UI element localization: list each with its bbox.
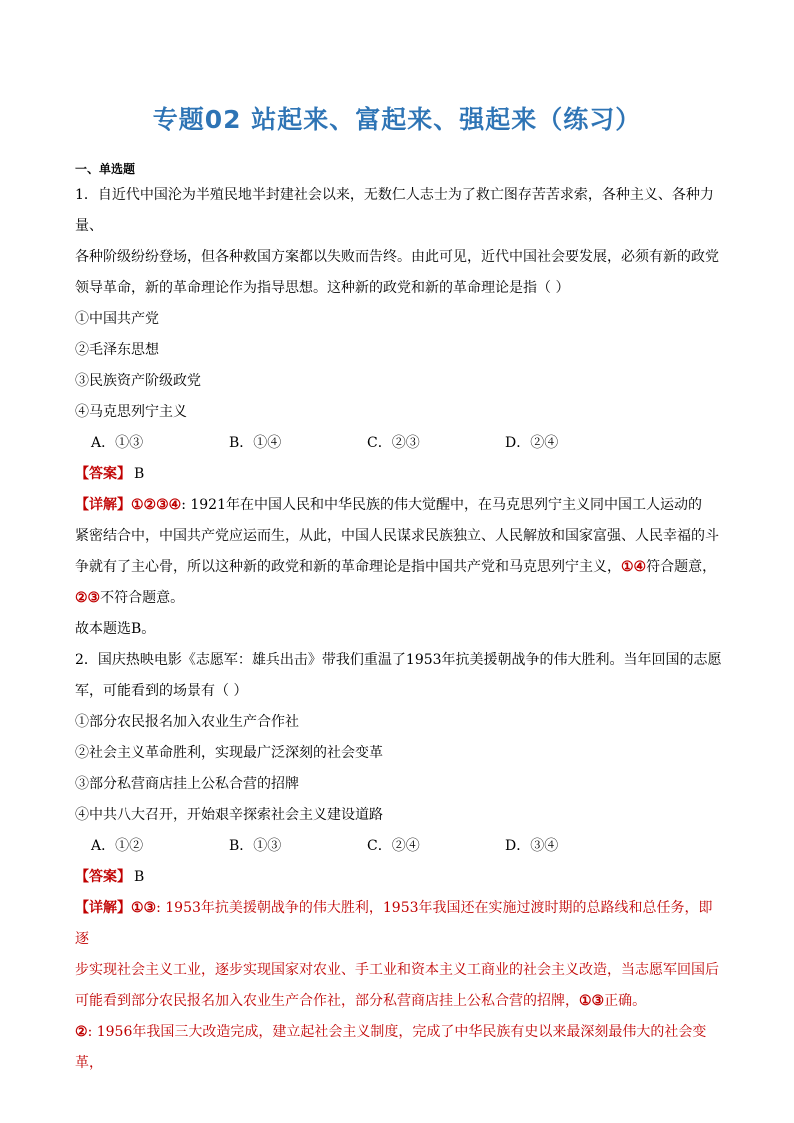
q2-option-b: B．①③ — [229, 838, 282, 854]
q2-item: ①部分农民报名加入农业生产合作社 — [75, 714, 299, 730]
q2-item: ④中共八大召开，开始艰辛探索社会主义建设道路 — [75, 807, 383, 823]
detail-nums: ①④ — [621, 559, 647, 575]
q1-item: ①中国共产党 — [75, 311, 159, 327]
detail-label: 【详解】 — [75, 900, 131, 916]
detail-text: : 1953年抗美援朝战争的伟大胜利，1953年我国还在实施过渡时期的总路线和总任务，即逐 — [75, 900, 713, 947]
q1-option-a: A．①③ — [91, 435, 144, 451]
q1-detail-line — [75, 490, 725, 521]
detail-text: : 1956年我国三大改造完成，建立起社会主义制度，完成了中华民族有史以来最深刻最伟大的社会变革， — [75, 1024, 707, 1071]
q1-answer — [75, 459, 725, 490]
q2-option-a: A．①② — [91, 838, 144, 854]
answer-label: 【答案】 — [75, 869, 131, 885]
q2-options — [75, 831, 725, 862]
detail-text: 争就有了主心骨，所以这种新的政党和新的革命理论是指中国共产党和马克思列宁主义， — [75, 559, 621, 575]
q2-detail-line — [75, 1017, 725, 1079]
page-title: 专题02 站起来、富起来、强起来（练习） — [152, 105, 642, 134]
q1-detail-line — [75, 583, 725, 614]
detail-text: 符合题意， — [646, 559, 717, 575]
q1-option-b: B．①④ — [229, 435, 282, 451]
q1-conclusion: 故本题选B。 — [75, 621, 156, 637]
q1-option-d: D．②④ — [505, 435, 559, 451]
detail-text: 不符合题意。 — [100, 590, 185, 606]
question-2 — [75, 645, 725, 1079]
answer-label: 【答案】 — [75, 466, 131, 482]
detail-nums: ②③ — [75, 590, 101, 606]
answer-value: B — [134, 869, 145, 885]
q1-item: ④马克思列宁主义 — [75, 404, 187, 420]
section-heading: 一、单选题 — [75, 162, 136, 176]
q1-item: ②毛泽东思想 — [75, 342, 159, 358]
q2-option-d: D．③④ — [505, 838, 559, 854]
q2-detail-line — [75, 893, 725, 955]
detail-label: 【详解】 — [75, 497, 131, 513]
q1-option-c: C．②③ — [367, 435, 420, 451]
q2-option-c: C．②④ — [367, 838, 420, 854]
q1-item: ③民族资产阶级政党 — [75, 373, 201, 389]
detail-nums: ①③ — [131, 900, 157, 916]
q1-stem-line: 领导革命，新的革命理论作为指导思想。这种新的政党和新的革命理论是指（ ） — [75, 280, 570, 296]
q1-detail-line — [75, 552, 725, 583]
detail-text: 正确。 — [604, 993, 647, 1009]
q1-detail-line: 紧密结合中，中国共产党应运而生，从此，中国人民谋求民族独立、人民解放和国家富强、人民幸福的斗 — [75, 528, 719, 544]
q2-stem-line: 2．国庆热映电影《志愿军：雄兵出击》带我们重温了1953年抗美援朝战争的伟大胜利。当年回国的志愿 — [75, 652, 722, 668]
detail-nums: ② — [75, 1024, 88, 1040]
q2-item: ③部分私营商店挂上公私合营的招牌 — [75, 776, 299, 792]
detail-text: : 1921年在中国人民和中华民族的伟大觉醒中，在马克思列宁主义同中国工人运动的 — [181, 497, 702, 513]
q1-stem-line: 1．自近代中国沦为半殖民地半封建社会以来，无数仁人志士为了救亡图存苦苦求索，各种主义、各种力量、 — [75, 187, 714, 234]
q2-item: ②社会主义革命胜利，实现最广泛深刻的社会变革 — [75, 745, 383, 761]
detail-nums: ①②③④ — [131, 497, 182, 513]
q1-stem-line: 各种阶级纷纷登场，但各种救国方案都以失败而告终。由此可见，近代中国社会要发展，必须有新的政党 — [75, 249, 719, 265]
answer-value: B — [134, 466, 145, 482]
q2-answer — [75, 862, 725, 893]
q2-detail-line — [75, 986, 725, 1017]
q1-options — [75, 428, 725, 459]
detail-nums: ①③ — [579, 993, 605, 1009]
q2-detail-line: 步实现社会主义工业，逐步实现国家对农业、手工业和资本主义工商业的社会主义改造，当志愿军回国后 — [75, 962, 719, 978]
content — [75, 160, 725, 1079]
detail-text: 可能看到部分农民报名加入农业生产合作社，部分私营商店挂上公私合营的招牌， — [75, 993, 579, 1009]
question-1 — [75, 180, 725, 645]
q2-stem-line: 军，可能看到的场景有（ ） — [75, 683, 248, 699]
